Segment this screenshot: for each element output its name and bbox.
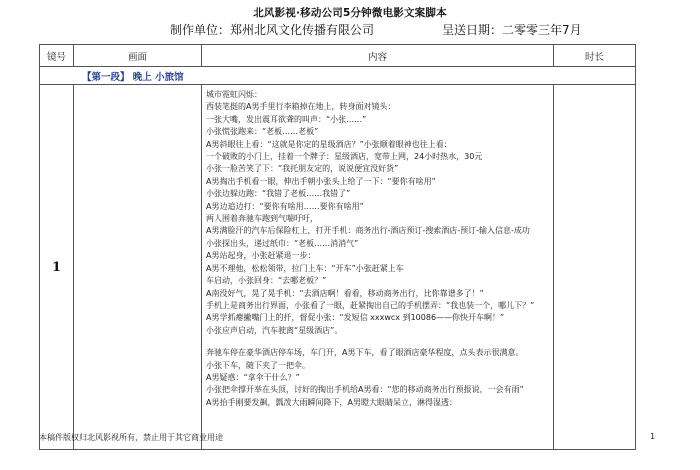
script-line: 西装笔挺的A男手里行李箱掉在地上，转身面对镜头： [206, 102, 396, 112]
script-table [39, 44, 636, 450]
paragraph-gap [206, 337, 549, 347]
script-line: A男抬手刚要发飙，瓢泼大雨瞬间降下，A男瞪大眼睛呆立，淋得湿透： [206, 397, 457, 407]
content-cell [202, 85, 554, 450]
script-line: 车启动，小张回身：“去哪老板？” [206, 276, 327, 286]
segment-label: 【第一段】 晚上 小旅馆 [40, 67, 636, 85]
script-line: A男学抓瘪撇嘴门上的扦，督促小张：“发短信 xxxwcx 到10086——你快开车啊！” [206, 313, 505, 323]
script-line: 小张边躲边跑：“我错了老板……我错了” [206, 189, 351, 199]
script-line: A男斜眼往上看：“这就是你定的星级酒店？”小张顺着眼神也往上看： [206, 139, 452, 149]
script-line: 奔驰车停在豪华酒店停车场，车门开，A男下车，看了眼酒店豪华程度，点头表示很满意。 [206, 348, 524, 358]
script-line: 手机上是商务出行界面，小张看了一眼，赶紧掏出自己的手机摆弄：“我也装一个，哪儿下？” [206, 300, 535, 310]
document-subheader [0, 21, 700, 39]
script-line: A男站起身，小张赶紧退一步： [206, 251, 316, 261]
picture-cell [74, 85, 202, 450]
script-line: A男边追边打：“要你有啥用……要你有啥用” [206, 201, 364, 211]
duration-cell [554, 85, 636, 450]
script-line: 小张把伞撑开举在头顶，讨好的掏出手机给A男看：“您的移动商务出行预报说，一会有雨” [206, 385, 524, 395]
producer-label: 制作单位：郑州北风文化传播有限公司 [170, 23, 375, 37]
header-content: 内容 [202, 45, 554, 67]
table-row [40, 85, 636, 450]
header-duration: 时长 [554, 45, 636, 67]
script-line: 两人围着奔驰车跑到气喘吁吁， [206, 214, 318, 224]
script-line: 小张下车，随下夹了一把伞。 [206, 360, 310, 370]
shot-number-cell: 1 [40, 85, 74, 450]
script-line: A男不理他，松松领带，拉门上车：“开车”小张赶紧上车 [206, 263, 404, 273]
page-number: 1 [650, 432, 656, 441]
script-line: 小张一脸苦笑了下：“我托朋友定的，说说便宜没好货” [206, 164, 399, 174]
script-line: 城市霓虹闪烁： [206, 90, 262, 99]
header-picture: 画面 [74, 45, 202, 67]
table-header-row [40, 45, 636, 67]
script-line: 一个破败的小门上，挂着一个牌子：星级酒店，宽带上网，24小时热水，30元 [206, 152, 483, 162]
script-line: 小张慌张跑来：“老板……老板” [206, 127, 319, 137]
script-line: A男疑惑：“拿伞干什么？” [206, 372, 300, 382]
script-lines [206, 89, 549, 409]
document-title: 北风影视·移动公司5分钟微电影文案脚本 [253, 7, 447, 19]
copyright-notice: 本稿件版权归北风影视所有，禁止用于其它商业用途 [39, 433, 223, 442]
script-line: 小张应声启动，汽车驶离“星级酒店”。 [206, 325, 343, 335]
script-line: 一张大嘴，发出震耳欲聋的叫声：“小张……” [206, 114, 367, 124]
send-date-label: 呈送日期：二零零三年7月 [442, 23, 582, 37]
script-line: A南没好气，晃了晃手机：“去酒店啊！看看，移动商务出行，比你靠谱多了！” [206, 288, 484, 298]
script-line: A男掏出手机看一眼，伸出手朝小张头上给了一下：“要你有啥用” [206, 176, 436, 186]
script-line: A男满脸汗的汽车后保险杠上，打开手机：商务出行-酒店预订-搜索酒店-预订-输入信息-成功 [206, 226, 530, 236]
script-line: 小张探出头，递过纸巾：“老板……消消气” [206, 238, 359, 248]
segment-row [40, 67, 636, 85]
header-shot-number: 镜号 [40, 45, 74, 67]
